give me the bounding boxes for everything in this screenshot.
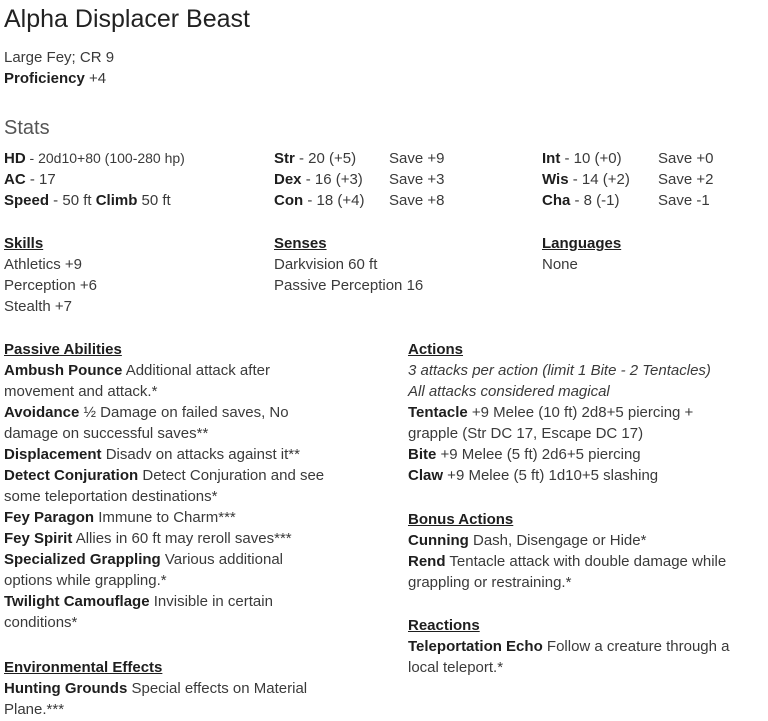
bonus-action-entry-cont: grappling or restraining.* (408, 574, 572, 591)
passive-abilities-heading: Passive Abilities (4, 341, 122, 358)
ability-entry-cont: conditions* (4, 614, 78, 631)
ability-value: - 18 (+4) (303, 192, 365, 209)
ability-desc: Disadv on attacks against it** (101, 446, 300, 463)
saves-physical (389, 148, 444, 211)
save-wis: Save +2 (658, 171, 714, 188)
actions-heading: Actions (408, 341, 464, 358)
bonus-action-entry (408, 530, 768, 551)
ability-value: - 14 (+2) (568, 171, 630, 188)
ability-entry (4, 444, 364, 465)
ability-dex (274, 169, 364, 190)
skills-section (4, 233, 97, 317)
ability-entry (4, 528, 364, 549)
action-entry-cont: grapple (Str DC 17, Escape DC 17) (408, 425, 644, 442)
ability-label: Dex (274, 171, 302, 188)
ability-label: Str (274, 150, 295, 167)
type-cr: Large Fey; CR 9 (4, 49, 115, 66)
bonus-actions-section (408, 509, 768, 593)
proficiency-label: Proficiency (4, 70, 85, 87)
speed-line (4, 190, 185, 211)
ability-str (274, 148, 364, 169)
ability-entry (4, 465, 364, 486)
ability-entry (4, 591, 364, 612)
creature-summary (4, 47, 114, 89)
bonus-action-desc: Tentacle attack with double damage while (445, 553, 727, 570)
ac-value: - 17 (25, 171, 56, 188)
ability-label: Con (274, 192, 304, 209)
save-cha: Save -1 (658, 192, 710, 209)
effect-name: Hunting Grounds (4, 680, 128, 697)
ability-scores-physical (274, 148, 364, 211)
ability-entry-cont: damage on successful saves** (4, 425, 209, 442)
proficiency-value: +4 (89, 70, 107, 87)
reactions-heading: Reactions (408, 617, 480, 634)
page-title: Alpha Displacer Beast (4, 5, 250, 33)
ability-desc: Various additional (160, 551, 284, 568)
stats-heading: Stats (4, 117, 50, 139)
speed-label: Speed (4, 192, 50, 209)
ability-wis (542, 169, 630, 190)
actions-note: All attacks considered magical (408, 383, 610, 400)
ability-cha (542, 190, 630, 211)
skill-item: Perception +6 (4, 277, 97, 294)
sense-item: Darkvision 60 ft (274, 256, 378, 273)
language-item: None (542, 256, 578, 273)
ability-scores-mental (542, 148, 630, 211)
ability-desc: Detect Conjuration and see (138, 467, 325, 484)
ability-int (542, 148, 630, 169)
climb-value: 50 ft (137, 192, 171, 209)
action-name: Claw (408, 467, 444, 484)
languages-section (542, 233, 621, 275)
hd-label: HD (4, 150, 26, 167)
environmental-effects-heading: Environmental Effects (4, 659, 163, 676)
ability-entry (4, 402, 364, 423)
reaction-desc: Follow a creature through a (542, 638, 730, 655)
ability-name: Twilight Camouflage (4, 593, 150, 610)
bonus-action-desc: Dash, Disengage or Hide* (468, 532, 647, 549)
skills-heading: Skills (4, 235, 44, 252)
ability-desc: Additional attack after (122, 362, 270, 379)
action-name: Bite (408, 446, 437, 463)
ability-name: Fey Paragon (4, 509, 95, 526)
reactions-section (408, 615, 768, 678)
senses-section (274, 233, 423, 296)
proficiency-line (4, 68, 114, 89)
ability-entry-cont: movement and attack.* (4, 383, 158, 400)
action-entry (408, 465, 768, 486)
ability-desc: Allies in 60 ft may reroll saves*** (72, 530, 292, 547)
ability-name: Avoidance (4, 404, 80, 421)
bonus-action-name: Cunning (408, 532, 469, 549)
save-str: Save +9 (389, 150, 445, 167)
environmental-effects-section (4, 657, 364, 720)
core-stats (4, 148, 185, 211)
ability-name: Fey Spirit (4, 530, 73, 547)
skill-item: Stealth +7 (4, 298, 72, 315)
sense-item: Passive Perception 16 (274, 277, 424, 294)
ability-label: Int (542, 150, 561, 167)
actions-note: 3 attacks per action (limit 1 Bite - 2 Tentacles) (408, 362, 711, 379)
ac-label: AC (4, 171, 26, 188)
ability-name: Specialized Grappling (4, 551, 161, 568)
action-name: Tentacle (408, 404, 468, 421)
action-entry (408, 444, 768, 465)
ability-name: Displacement (4, 446, 102, 463)
save-int: Save +0 (658, 150, 714, 167)
action-entry (408, 402, 768, 423)
bonus-actions-heading: Bonus Actions (408, 511, 514, 528)
ability-label: Cha (542, 192, 571, 209)
ability-value: - 16 (+3) (301, 171, 363, 188)
bonus-action-name: Rend (408, 553, 446, 570)
ability-entry-cont: options while grappling.* (4, 572, 167, 589)
ability-name: Detect Conjuration (4, 467, 139, 484)
ability-value: - 10 (+0) (560, 150, 622, 167)
effect-entry-cont: Plane.*** (4, 701, 65, 718)
skill-item: Athletics +9 (4, 256, 82, 273)
reaction-name: Teleportation Echo (408, 638, 543, 655)
ability-con (274, 190, 364, 211)
ability-entry-cont: some teleportation destinations* (4, 488, 218, 505)
ability-desc: Immune to Charm*** (94, 509, 236, 526)
ability-value: - 8 (-1) (570, 192, 620, 209)
ability-entry (4, 360, 364, 381)
action-desc: +9 Melee (5 ft) 1d10+5 slashing (443, 467, 659, 484)
ability-desc: ½ Damage on failed saves, No (79, 404, 289, 421)
hd-value: - 20d10+80 (100-280 hp) (25, 150, 185, 166)
effect-entry (4, 678, 364, 699)
ac-line (4, 169, 185, 190)
senses-heading: Senses (274, 235, 327, 252)
reaction-entry (408, 636, 768, 657)
save-con: Save +8 (389, 192, 445, 209)
actions-section (408, 339, 768, 486)
passive-abilities-section (4, 339, 364, 633)
effect-desc: Special effects on Material (127, 680, 308, 697)
climb-label: Climb (95, 192, 138, 209)
save-dex: Save +3 (389, 171, 445, 188)
bonus-action-entry (408, 551, 768, 572)
action-desc: +9 Melee (10 ft) 2d8+5 piercing + (467, 404, 694, 421)
saves-mental (658, 148, 713, 211)
speed-value: - 50 ft (49, 192, 96, 209)
ability-desc: Invisible in certain (149, 593, 273, 610)
hd-line (4, 148, 185, 169)
ability-name: Ambush Pounce (4, 362, 123, 379)
ability-value: - 20 (+5) (294, 150, 357, 167)
action-desc: +9 Melee (5 ft) 2d6+5 piercing (436, 446, 641, 463)
ability-entry (4, 549, 364, 570)
reaction-entry-cont: local teleport.* (408, 659, 504, 676)
languages-heading: Languages (542, 235, 622, 252)
ability-entry (4, 507, 364, 528)
ability-label: Wis (542, 171, 569, 188)
